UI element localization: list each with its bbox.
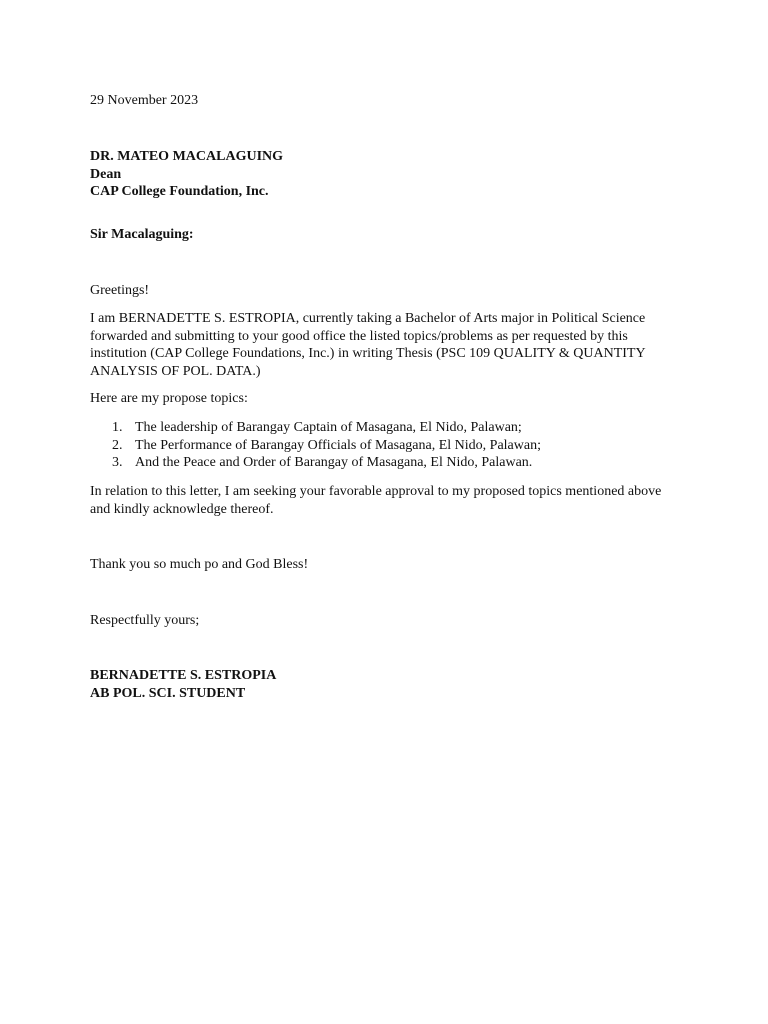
topics-list bbox=[90, 419, 650, 472]
signature-title: AB POL. SCI. STUDENT bbox=[90, 685, 246, 701]
topic-number: 3. bbox=[112, 455, 123, 470]
recipient-block bbox=[90, 148, 670, 201]
topic-item bbox=[90, 437, 650, 455]
topic-text: And the Peace and Order of Barangay of Masagana, El Nido, Palawan. bbox=[135, 455, 533, 470]
topic-number: 1. bbox=[112, 420, 123, 435]
signature-block bbox=[90, 667, 670, 702]
topics-intro: Here are my propose topics: bbox=[90, 391, 248, 406]
letter-date: 29 November 2023 bbox=[90, 93, 199, 108]
recipient-title: Dean bbox=[90, 166, 122, 182]
topic-item bbox=[90, 454, 650, 472]
body-paragraph-1: I am BERNADETTE S. ESTROPIA, currently taking a Bachelor of Arts major in Political Science forwarded and submitting to your good office the listed topics/problems as per requested by this institution (CAP College Foundations, Inc.) in writing Thesis (PSC 109 QUALITY & QUANTITY ANALYSIS OF POL. DATA.) bbox=[90, 311, 646, 379]
topic-item bbox=[90, 419, 650, 437]
topic-text: The Performance of Barangay Officials of Masagana, El Nido, Palawan; bbox=[135, 437, 541, 453]
recipient-name: DR. MATEO MACALAGUING bbox=[90, 149, 284, 164]
body-paragraph-2: In relation to this letter, I am seeking your favorable approval to my proposed topics mentioned above and kindly acknowledge thereof. bbox=[90, 484, 662, 517]
greeting: Greetings! bbox=[90, 283, 150, 298]
topic-text: The leadership of Barangay Captain of Masagana, El Nido, Palawan; bbox=[135, 420, 522, 435]
thanks-line: Thank you so much po and God Bless! bbox=[90, 557, 309, 572]
salutation: Sir Macalaguing: bbox=[90, 227, 194, 242]
topic-number: 2. bbox=[112, 437, 123, 453]
signature-name: BERNADETTE S. ESTROPIA bbox=[90, 668, 277, 683]
recipient-institution: CAP College Foundation, Inc. bbox=[90, 184, 269, 199]
closing-line: Respectfully yours; bbox=[90, 613, 200, 628]
